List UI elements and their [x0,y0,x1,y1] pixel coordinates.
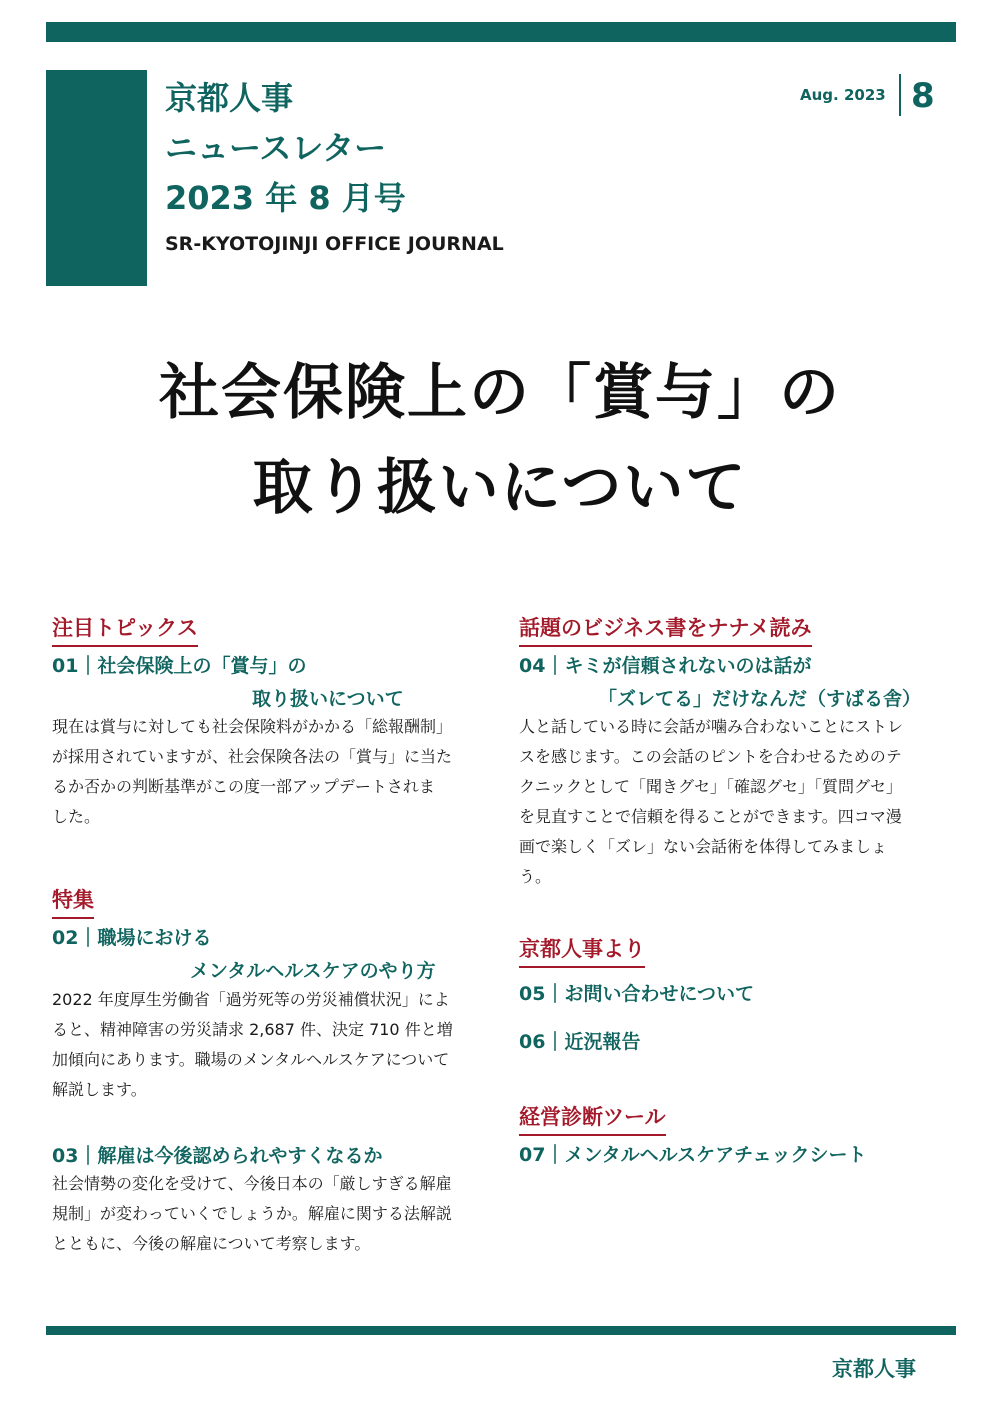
section-heading-topics: 注目トピックス [52,612,198,647]
footer-brand: 京都人事 [832,1357,916,1381]
masthead-title-line2: ニュースレター [165,129,387,167]
date-divider [899,74,901,116]
article-01-title-line1[interactable]: 01｜社会保険上の「賞与」の [52,655,307,677]
issue-date: Aug. 2023 [800,86,886,104]
section-heading-diagnosis-tool: 経営診断ツール [519,1101,666,1136]
top-rule [46,22,956,42]
article-03-title[interactable]: 03｜解雇は今後認められやすくなるか [52,1145,383,1167]
section-heading-business-books: 話題のビジネス書をナナメ読み [519,612,812,647]
bottom-rule [46,1326,956,1335]
masthead-color-block [46,70,147,286]
article-02-body: 2022 年度厚生労働省「過労死等の労災補償状況」によ ると、精神障害の労災請求 2,687 件、決定 710 件と増 加傾向にあります。職場のメンタルヘルスケアについて 解説します。 [52,990,453,1099]
article-05-title[interactable]: 05｜お問い合わせについて [519,983,755,1005]
article-04-title-line2[interactable]: 「ズレてる」だけなんだ（すばる舎） [598,688,922,710]
section-heading-from-kyotojinji: 京都人事より [519,933,645,968]
section-heading-feature: 特集 [52,884,94,919]
headline-line2: 取り扱いについて [252,453,748,523]
masthead-title-line3: 2023 年 8 月号 [165,179,406,217]
article-01-title-line2[interactable]: 取り扱いについて [252,688,404,710]
article-07-title[interactable]: 07｜メンタルヘルスケアチェックシート [519,1144,867,1166]
article-01-body: 現在は賞与に対しても社会保険料がかかる「総報酬制」 が採用されていますが、社会保険各法の「賞与」に当た るか否かの判断基準がこの度一部アップデートされま した。 [52,717,453,826]
article-03-body: 社会情勢の変化を受けて、今後日本の「厳しすぎる解雇 規制」が変わっていくでしょうか。解雇に関する法解説 とともに、今後の解雇について考察します。 [52,1174,452,1253]
journal-name: SR-KYOTOJINJI OFFICE JOURNAL [165,233,504,255]
article-02-title-line1[interactable]: 02｜職場における [52,927,212,949]
article-04-title-line1[interactable]: 04｜キミが信頼されないのは話が [519,655,812,677]
headline-line1: 社会保険上の「賞与」の [159,358,841,428]
article-06-title[interactable]: 06｜近況報告 [519,1031,641,1053]
article-02-title-line2[interactable]: メンタルヘルスケアのやり方 [190,960,436,982]
masthead-title-line1: 京都人事 [165,79,294,117]
issue-number: 8 [911,76,935,116]
article-04-body: 人と話している時に会話が噛み合わないことにストレ スを感じます。この会話のピントを合わせるためのテ クニックとして「聞きグセ」「確認グセ」「質問グセ」 を見直すことで信頼を得ることができます。四コマ漫 画で楽しく「ズレ」ない会話術を体得してみましょ う。 [519,717,904,886]
